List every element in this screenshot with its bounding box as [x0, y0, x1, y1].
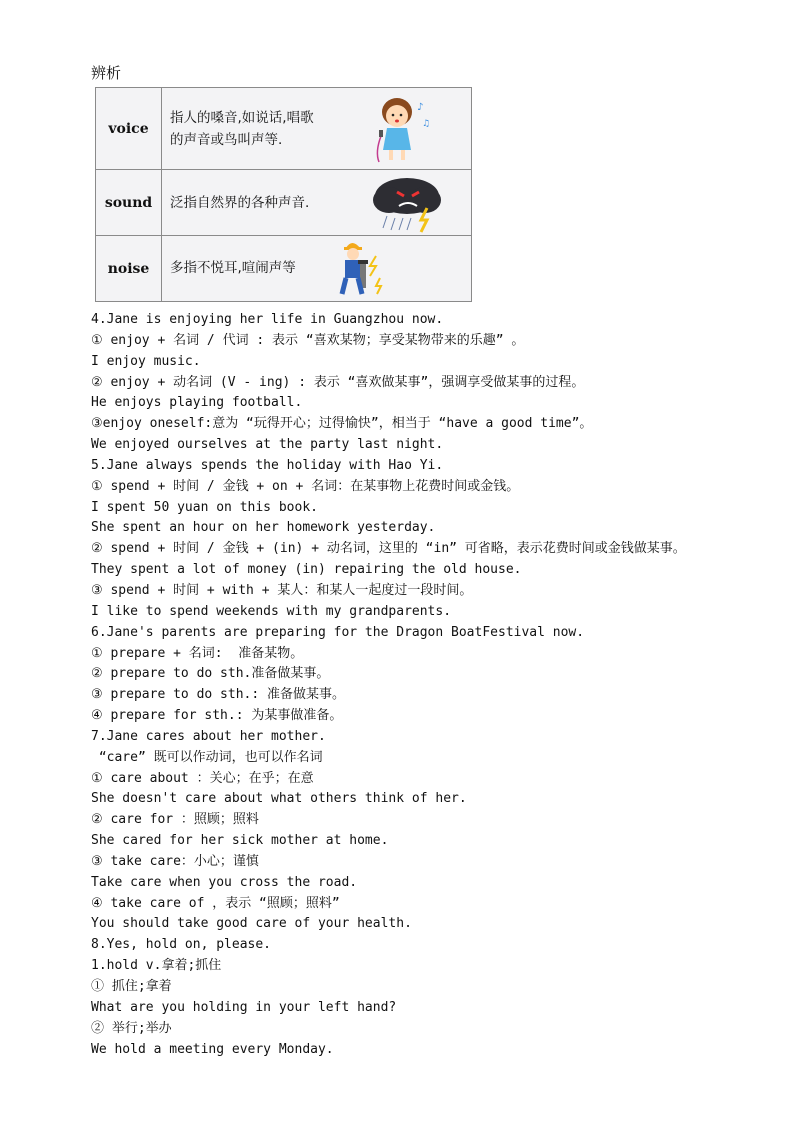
comparison-table	[95, 87, 472, 302]
note-line: ② 举行;举办	[91, 1020, 172, 1036]
svg-text:♪: ♪	[417, 102, 424, 113]
note-line: He enjoys playing football.	[91, 395, 303, 411]
desc-voice	[162, 88, 472, 170]
note-line: I spent 50 yuan on this book.	[91, 499, 318, 515]
table-row-noise	[96, 236, 472, 302]
note-line: ③enjoy oneself:意为 “玩得开心；过得愉快”，相当于 “have a good time”。	[91, 416, 593, 432]
note-line: 4.Jane is enjoying her life in Guangzhou now.	[91, 312, 444, 327]
note-line: ① enjoy + 名词 / 代词 : 表示 “喜欢某物；享受某物带来的乐趣” 。	[91, 332, 525, 348]
desc-voice-line-1: 指人的嗓音,如说话,唱歌	[170, 110, 314, 126]
svg-text:♫: ♫	[422, 119, 431, 129]
note-line: We hold a meeting every Monday.	[91, 1041, 334, 1057]
section-heading: 辨析	[91, 64, 122, 82]
note-line: She spent an hour on her homework yesterday.	[91, 520, 436, 536]
note-line: ③ spend + 时间 + with + 某人：和某人一起度过一段时间。	[91, 582, 473, 598]
table-row-voice	[96, 88, 472, 170]
word-voice: voice	[96, 88, 162, 170]
jackhammer-worker-icon	[332, 238, 396, 300]
note-line: I enjoy music.	[91, 353, 201, 369]
note-line: ② spend + 时间 / 金钱 + (in) + 动名词，这里的 “in” 可省略，表示花费时间或金钱做某事。	[91, 541, 686, 557]
note-line: 6.Jane's parents are preparing for the Dragon BoatFestival now.	[91, 624, 585, 640]
word-sound: sound	[96, 170, 162, 236]
note-line: “care” 既可以作动词，也可以作名词	[91, 749, 323, 765]
note-line: ① spend + 时间 / 金钱 + on + 名词：在某事物上花费时间或金钱。	[91, 478, 520, 494]
note-line: 8.Yes, hold on, please.	[91, 937, 272, 953]
notes-body	[91, 310, 791, 1060]
note-line: ③ prepare to do sth.: 准备做某事。	[91, 687, 346, 703]
note-line: You should take good care of your health.	[91, 916, 412, 932]
note-line: 1.hold v.拿着;抓住	[91, 958, 222, 974]
note-line: ② enjoy + 动名词 (V - ing) : 表示 “喜欢做某事”，强调享受做某事的过程。	[91, 374, 585, 390]
note-line: What are you holding in your left hand?	[91, 999, 397, 1015]
note-line: Take care when you cross the road.	[91, 874, 358, 890]
note-line: ② prepare to do sth.准备做某事。	[91, 666, 330, 682]
note-line: ① 抓住;拿着	[91, 979, 172, 994]
note-line: ① prepare + 名词: 准备某物。	[91, 645, 304, 661]
note-line: They spent a lot of money (in) repairing the old house.	[91, 562, 522, 578]
note-line: 7.Jane cares about her mother.	[91, 728, 326, 744]
note-line: 5.Jane always spends the holiday with Hao Yi.	[91, 457, 444, 473]
table-row-sound	[96, 170, 472, 236]
desc-sound-line-1: 泛指自然界的各种声音.	[170, 195, 310, 211]
note-line: ④ prepare for sth.: 为某事做准备。	[91, 708, 343, 724]
note-line: She doesn't care about what others think of her.	[91, 791, 467, 807]
note-line: ② care for ：照顾；照料	[91, 812, 259, 828]
note-line: ④ take care of ，表示 “照顾；照料”	[91, 895, 340, 911]
note-line: She cared for her sick mother at home.	[91, 833, 389, 849]
desc-noise	[162, 236, 472, 302]
singing-girl-icon	[367, 92, 437, 166]
desc-sound	[162, 170, 472, 236]
note-line: ③ take care：小心；谨慎	[91, 853, 259, 869]
note-line: ① care about ：关心；在乎；在意	[91, 770, 314, 786]
desc-voice-line-2: 的声音或鸟叫声等.	[170, 132, 283, 148]
note-line: I like to spend weekends with my grandparents.	[91, 603, 452, 619]
desc-noise-line-1: 多指不悦耳,喧闹声等	[170, 260, 296, 276]
storm-cloud-icon	[367, 172, 449, 236]
note-line: We enjoyed ourselves at the party last night.	[91, 437, 444, 453]
word-noise: noise	[96, 236, 162, 302]
